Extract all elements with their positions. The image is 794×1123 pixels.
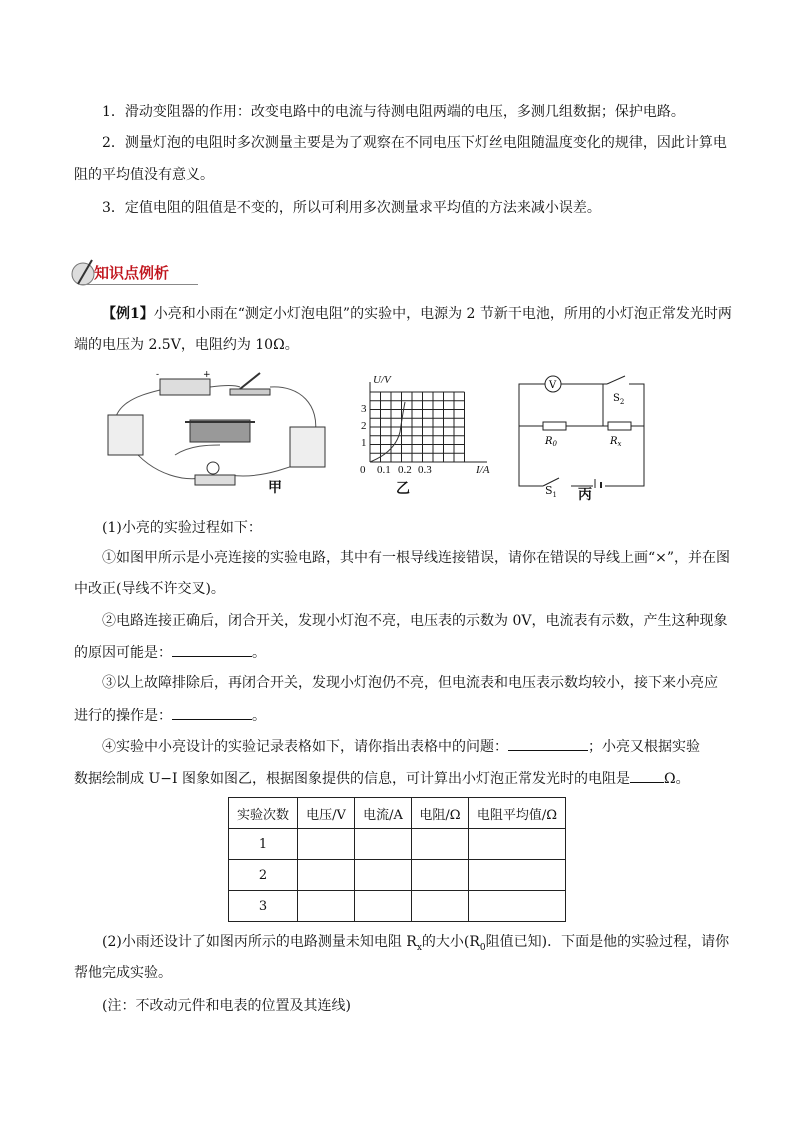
x-axis-label: I/A <box>476 464 490 476</box>
section-header <box>70 258 198 288</box>
note-1: 1．滑动变阻器的作用：改变电路中的电流与待测电阻两端的电压，多测几组数据；保护电路。 <box>102 104 685 120</box>
x-tick: 0.1 <box>377 464 391 476</box>
table-header: 电阻/Ω <box>412 798 469 829</box>
table-cell <box>469 891 566 922</box>
table-cell <box>469 829 566 860</box>
q3-line1: ③以上故障排除后，再闭合开关，发现小灯泡仍不亮，但电流表和电压表示数均较小，接下来小亮应 <box>102 675 718 691</box>
table-header: 实验次数 <box>229 798 298 829</box>
rx-label: $R_x$ <box>610 436 622 448</box>
table-cell <box>298 891 355 922</box>
example-text: 小亮和小雨在“测定小灯泡电阻”的实验中，电源为 2 节新干电池，所用的小灯泡正常发光时两 <box>153 306 732 322</box>
svg-text:+: + <box>203 370 211 380</box>
part2-note: (注：不改动元件和电表的位置及其连线) <box>102 998 351 1014</box>
y-tick: 3 <box>361 403 367 415</box>
x-tick: 0.3 <box>418 464 432 476</box>
table-cell: 3 <box>229 891 298 922</box>
table-cell <box>355 829 412 860</box>
figure-bing-circuit <box>515 368 650 488</box>
part2-line2: 帮他完成实验。 <box>74 965 172 981</box>
q3-line2: 进行的操作是： 。 <box>74 705 266 726</box>
q2-line2: 的原因可能是： 。 <box>74 642 266 663</box>
svg-text:-: - <box>156 370 160 380</box>
label-jia: 甲 <box>268 480 282 496</box>
table-row <box>229 829 566 860</box>
switch-s2-label: $S_2$ <box>613 393 625 406</box>
example-label: 【例1】 <box>102 306 154 322</box>
answer-blank[interactable] <box>630 768 664 783</box>
label-yi: 乙 <box>396 481 410 497</box>
figure-jia-apparatus <box>100 365 330 495</box>
table-cell: 1 <box>229 829 298 860</box>
table-row <box>229 891 566 922</box>
r0-label: $R_0$ <box>545 436 557 448</box>
table-header: 电阻平均值/Ω <box>469 798 566 829</box>
table-header: 电流/A <box>355 798 412 829</box>
table-header-row <box>229 798 566 829</box>
q2-line1: ②电路连接正确后，闭合开关，发现小灯泡不亮，电压表的示数为 0V，电流表有示数，产生这种现象 <box>102 613 728 629</box>
note-3: 3．定值电阻的阻值是不变的，所以可利用多次测量求平均值的方法来减小误差。 <box>102 200 601 216</box>
table-cell: 2 <box>229 860 298 891</box>
answer-blank[interactable] <box>172 705 252 720</box>
note-2: 2．测量灯泡的电阻时多次测量主要是为了观察在不同电压下灯丝电阻随温度变化的规律，因此计算电 <box>102 135 727 151</box>
part2-line1: (2)小雨还设计了如图丙所示的电路测量未知电阻 $R_x$的大小($R_0$阻值已知)．下面是他的实验过程，请你 <box>102 934 730 953</box>
x-tick: 0 <box>360 464 366 476</box>
q4-line2: 数据绘制成 U−I 图象如图乙，根据图象提供的信息，可计算出小灯泡正常发光时的电阻是 Ω。 <box>74 768 690 789</box>
table-cell <box>355 860 412 891</box>
part1-intro: (1)小亮的实验过程如下： <box>102 520 262 536</box>
example-line-2: 端的电压为 2.5V，电阻约为 10Ω。 <box>74 337 299 353</box>
y-tick: 1 <box>361 437 367 449</box>
section-header-title: 知识点例析 <box>94 264 170 282</box>
x-tick: 0.2 <box>398 464 412 476</box>
answer-blank[interactable] <box>508 736 588 751</box>
table-cell <box>469 860 566 891</box>
table-row <box>229 860 566 891</box>
q1-line1: ①如图甲所示是小亮连接的实验电路，其中有一根导线连接错误，请你在错误的导线上画“×”，并在图 <box>102 550 731 566</box>
header-underline <box>80 284 198 285</box>
switch-s1-label: $S_1$ <box>545 484 558 500</box>
y-axis-label: U/V <box>373 374 391 386</box>
table-cell <box>412 829 469 860</box>
q1-line2: 中改正(导线不许交叉)。 <box>74 581 225 597</box>
note-2-cont: 阻的平均值没有意义。 <box>74 167 214 183</box>
table-cell <box>412 891 469 922</box>
figure-yi-ui-graph <box>355 372 515 472</box>
table-cell <box>355 891 412 922</box>
table-cell <box>298 860 355 891</box>
record-table <box>228 797 566 922</box>
example-line-1 <box>102 304 732 324</box>
table-cell <box>412 860 469 891</box>
voltmeter-label: V <box>549 380 557 391</box>
table-header: 电压/V <box>298 798 355 829</box>
answer-blank[interactable] <box>172 642 252 657</box>
y-tick: 2 <box>361 420 367 432</box>
label-bing: 丙 <box>578 487 592 503</box>
q4-line1: ④实验中小亮设计的实验记录表格如下，请你指出表格中的问题： ；小亮又根据实验 <box>102 736 700 757</box>
table-cell <box>298 829 355 860</box>
